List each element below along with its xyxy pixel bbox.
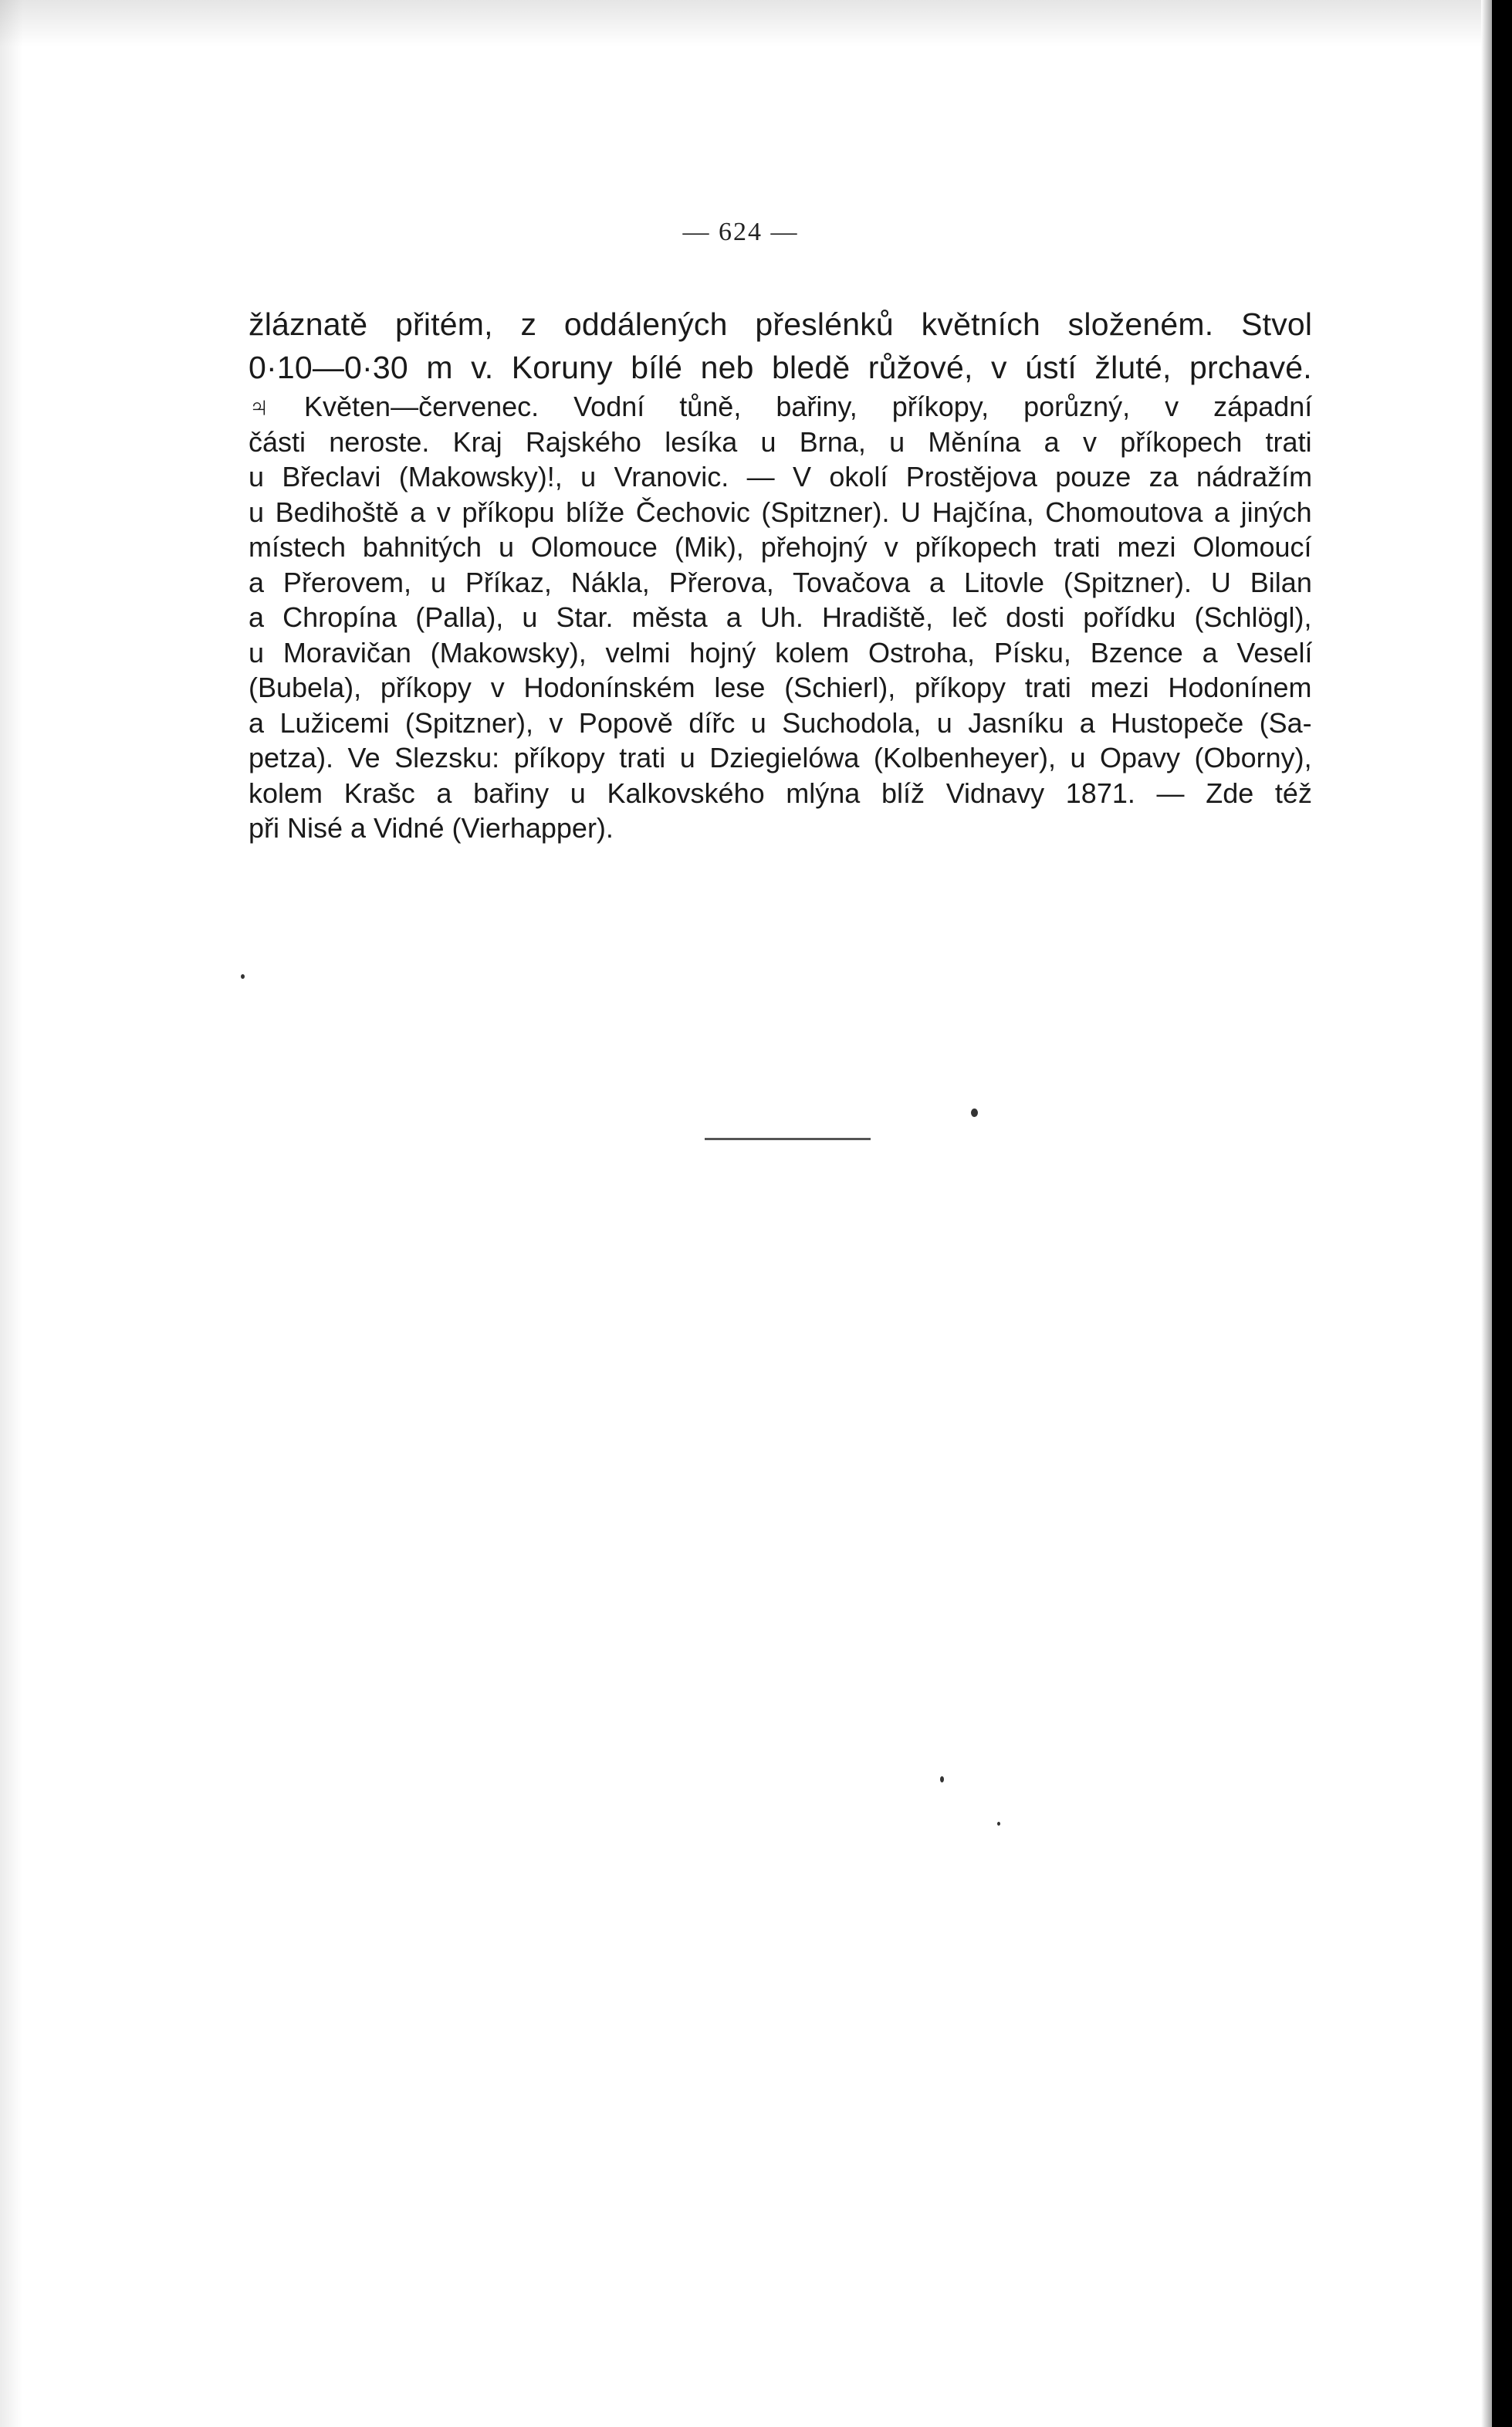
text-line: a Přerovem, u Příkaz, Nákla, Přerova, Tovačova a Litovle (Spitzner). U Bilan <box>249 566 1312 598</box>
text-line: u Moravičan (Makowsky), velmi hojný kolem Ostroha, Písku, Bzence a Veselí <box>249 636 1312 669</box>
text-line: 0·10—0·30 m v. Koruny bílé neb bledě růžové, v ústí žluté, prchavé. <box>249 350 1312 385</box>
text-line: žláznatě přitém, z oddálených přeslénků květních složeném. Stvol <box>249 306 1312 342</box>
scan-top-shadow <box>0 0 1481 46</box>
scan-speck <box>997 1822 1000 1826</box>
scan-speck <box>241 974 245 979</box>
text-line: u Břeclavi (Makowsky)!, u Vranovic. — V okolí Prostějova pouze za nádražím <box>249 461 1312 493</box>
text-line: místech bahnitých u Olomouce (Mik), přehojný v příkopech trati mezi Olomoucí <box>249 531 1312 563</box>
text-line: při Nisé a Vidné (Vierhapper). <box>249 812 614 844</box>
text-line: kolem Krašc a bařiny u Kalkovského mlýna blíž Vidnavy 1871. — Zde též <box>249 777 1312 809</box>
text-line: ♃ Květen—červenec. Vodní tůně, bařiny, příkopy, porůzný, v západní <box>249 391 1312 422</box>
text-line: části neroste. Kraj Rajského lesíka u Brna, u Měnína a v příkopech trati <box>249 425 1312 458</box>
body-text <box>249 303 1312 846</box>
end-rule <box>705 1138 871 1140</box>
scan-left-shadow <box>0 0 23 2427</box>
text-line: petza). Ve Slezsku: příkopy trati u Dziegielówa (Kolbenheyer), u Opavy (Oborny), <box>249 742 1312 773</box>
scan-right-border <box>1492 0 1512 2427</box>
scan-speck <box>940 1776 944 1782</box>
page-number: — 624 — <box>682 218 799 246</box>
scan-right-shadow <box>1481 0 1492 2427</box>
scan-speck <box>971 1109 978 1117</box>
text-line: a Lužicemi (Spitzner), v Popově dířc u Suchodola, u Jasníku a Hustopeče (Sa- <box>249 706 1312 739</box>
text-line: (Bubela), příkopy v Hodonínském lese (Schierl), příkopy trati mezi Hodonínem <box>249 672 1312 703</box>
text-line: u Bedihoště a v příkopu blíže Čechovic (Spitzner). U Hajčína, Chomoutova a jiných <box>249 496 1312 528</box>
text-line: a Chropína (Palla), u Star. města a Uh. Hradiště, leč dosti pořídku (Schlögl), <box>249 601 1312 633</box>
